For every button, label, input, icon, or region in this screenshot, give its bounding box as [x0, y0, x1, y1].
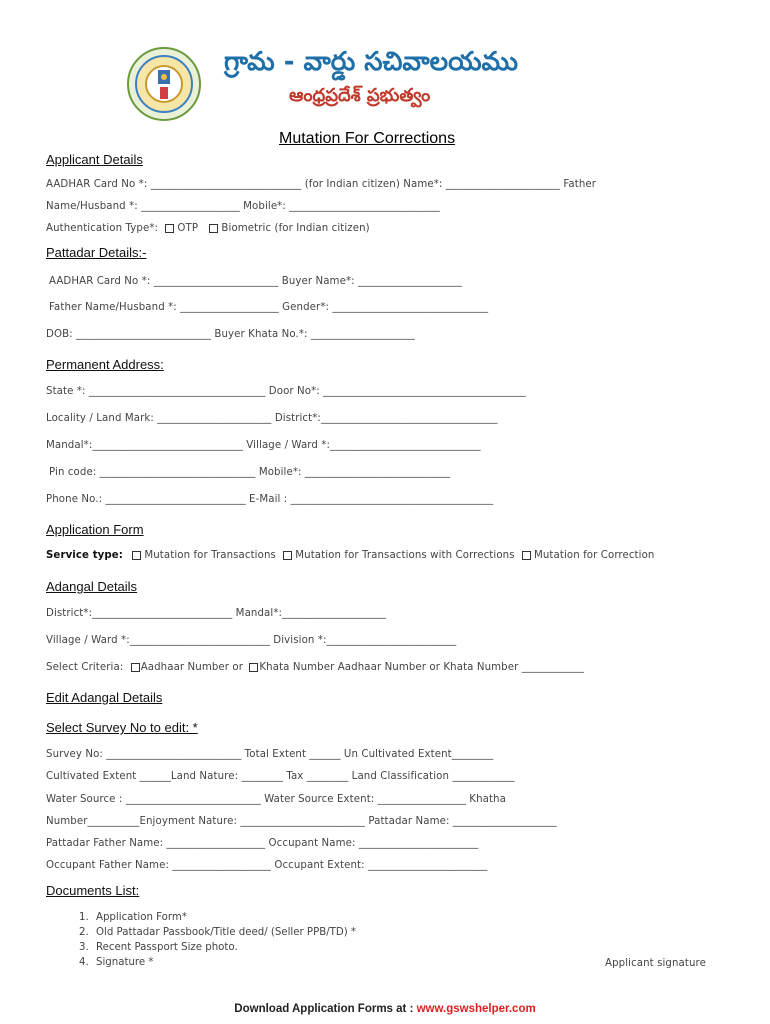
- survey-line-1: Survey No: __________________________ Total Extent ______ Un Cultivated Extent________: [46, 749, 494, 760]
- mutation-transactions-corrections-label: Mutation for Transactions with Corrections: [295, 550, 515, 561]
- section-adangal-details: Adangal Details: [46, 579, 138, 594]
- document-item: 1. Application Form*: [92, 910, 356, 925]
- mutation-correction-checkbox[interactable]: [522, 551, 531, 560]
- govt-name-telugu: ఆంధ్రప్రదేశ్ ప్రభుత్వం: [289, 85, 431, 106]
- adangal-line-village-division: Village / Ward *:___________________________ Division *:_________________________: [46, 635, 457, 646]
- documents-list: [46, 910, 356, 970]
- document-item: 4. Signature *: [92, 955, 356, 970]
- authentication-type-row: [46, 223, 370, 234]
- mutation-correction-label: Mutation for Correction: [533, 550, 655, 561]
- select-criteria-input-line: Aadhaar Number or Khata Number ____________: [337, 662, 585, 673]
- applicant-line-aadhar-name: AADHAR Card No *: _____________________________ (for Indian citizen) Name*: ______________________ Father: [46, 179, 597, 190]
- applicant-line-husband-mobile: Name/Husband *: ___________________ Mobile*: _____________________________: [46, 201, 440, 212]
- adangal-line-district-mandal: District*:___________________________ Mandal*:____________________: [46, 608, 386, 619]
- page-title: Mutation For Corrections: [279, 130, 456, 147]
- pattadar-line-father-gender: Father Name/Husband *: ___________________ Gender*: ______________________________: [49, 302, 489, 313]
- otp-checkbox[interactable]: [165, 224, 174, 233]
- applicant-signature-label: Applicant signature: [605, 958, 706, 969]
- survey-line-2: Cultivated Extent ______Land Nature: ________ Tax ________ Land Classification ____________: [46, 771, 515, 782]
- biometric-checkbox[interactable]: [209, 224, 218, 233]
- section-select-survey: Select Survey No to edit: *: [46, 720, 198, 735]
- pattadar-line-dob-khata: DOB: __________________________ Buyer Khata No.*: ____________________: [46, 329, 415, 340]
- section-edit-adangal-details: Edit Adangal Details: [46, 690, 163, 705]
- address-line-locality-district: Locality / Land Mark: ______________________ District*:__________________________________: [46, 413, 498, 424]
- header-logo-block: [124, 45, 564, 123]
- authentication-type-label: Authentication Type*:: [46, 223, 159, 234]
- footer-download-note: [0, 1003, 770, 1015]
- footer-url-link[interactable]: www.gswshelper.com: [416, 1003, 536, 1015]
- footer-prefix: Download Application Forms at :: [234, 1003, 417, 1015]
- mutation-transactions-label: Mutation for Transactions: [144, 550, 276, 561]
- survey-line-4: Number__________Enjoyment Nature: ________________________ Pattadar Name: ____________________: [46, 816, 557, 827]
- document-item: 3. Recent Passport Size photo.: [92, 940, 356, 955]
- survey-line-5: Pattadar Father Name: ___________________ Occupant Name: _______________________: [46, 838, 479, 849]
- document-item: 2. Old Pattadar Passbook/Title deed/ (Seller PPB/TD) *: [92, 925, 356, 940]
- section-documents-list: Documents List:: [46, 883, 140, 898]
- service-type-label: Service type:: [46, 550, 123, 561]
- survey-line-6: Occupant Father Name: ___________________ Occupant Extent: _______________________: [46, 860, 488, 871]
- survey-line-3: Water Source : __________________________ Water Source Extent: _________________ Khatha: [46, 794, 506, 805]
- aadhaar-number-label: Aadhaar Number or: [140, 662, 244, 673]
- address-line-phone-email: Phone No.: ___________________________ E-Mail : _______________________________________: [46, 494, 494, 505]
- address-line-state-door: State *: __________________________________ Door No*: _______________________________________: [46, 386, 526, 397]
- section-pattadar-details: Pattadar Details:-: [46, 245, 147, 260]
- address-line-pincode-mobile: Pin code: ______________________________ Mobile*: ____________________________: [49, 467, 451, 478]
- mutation-transactions-checkbox[interactable]: [132, 551, 141, 560]
- section-applicant-details: Applicant Details: [46, 152, 143, 167]
- pattadar-line-aadhar-buyer: AADHAR Card No *: ________________________ Buyer Name*: ____________________: [49, 276, 462, 287]
- mutation-transactions-corrections-checkbox[interactable]: [283, 551, 292, 560]
- otp-label: OTP: [177, 223, 199, 234]
- select-criteria-row: [46, 662, 584, 673]
- service-type-row: [46, 550, 654, 561]
- ap-emblem-icon: [124, 45, 204, 123]
- org-name-telugu: గ్రామ - వార్డు సచివాలయము: [224, 47, 519, 77]
- address-line-mandal-village: Mandal*:_____________________________ Village / Ward *:_____________________________: [46, 440, 481, 451]
- select-criteria-label: Select Criteria:: [46, 662, 124, 673]
- biometric-label: Biometric (for Indian citizen): [221, 223, 370, 234]
- section-permanent-address: Permanent Address:: [46, 357, 164, 372]
- section-application-form: Application Form: [46, 522, 144, 537]
- khata-number-checkbox[interactable]: [249, 663, 258, 672]
- aadhaar-number-checkbox[interactable]: [131, 663, 140, 672]
- khata-number-label: Khata Number: [259, 662, 335, 673]
